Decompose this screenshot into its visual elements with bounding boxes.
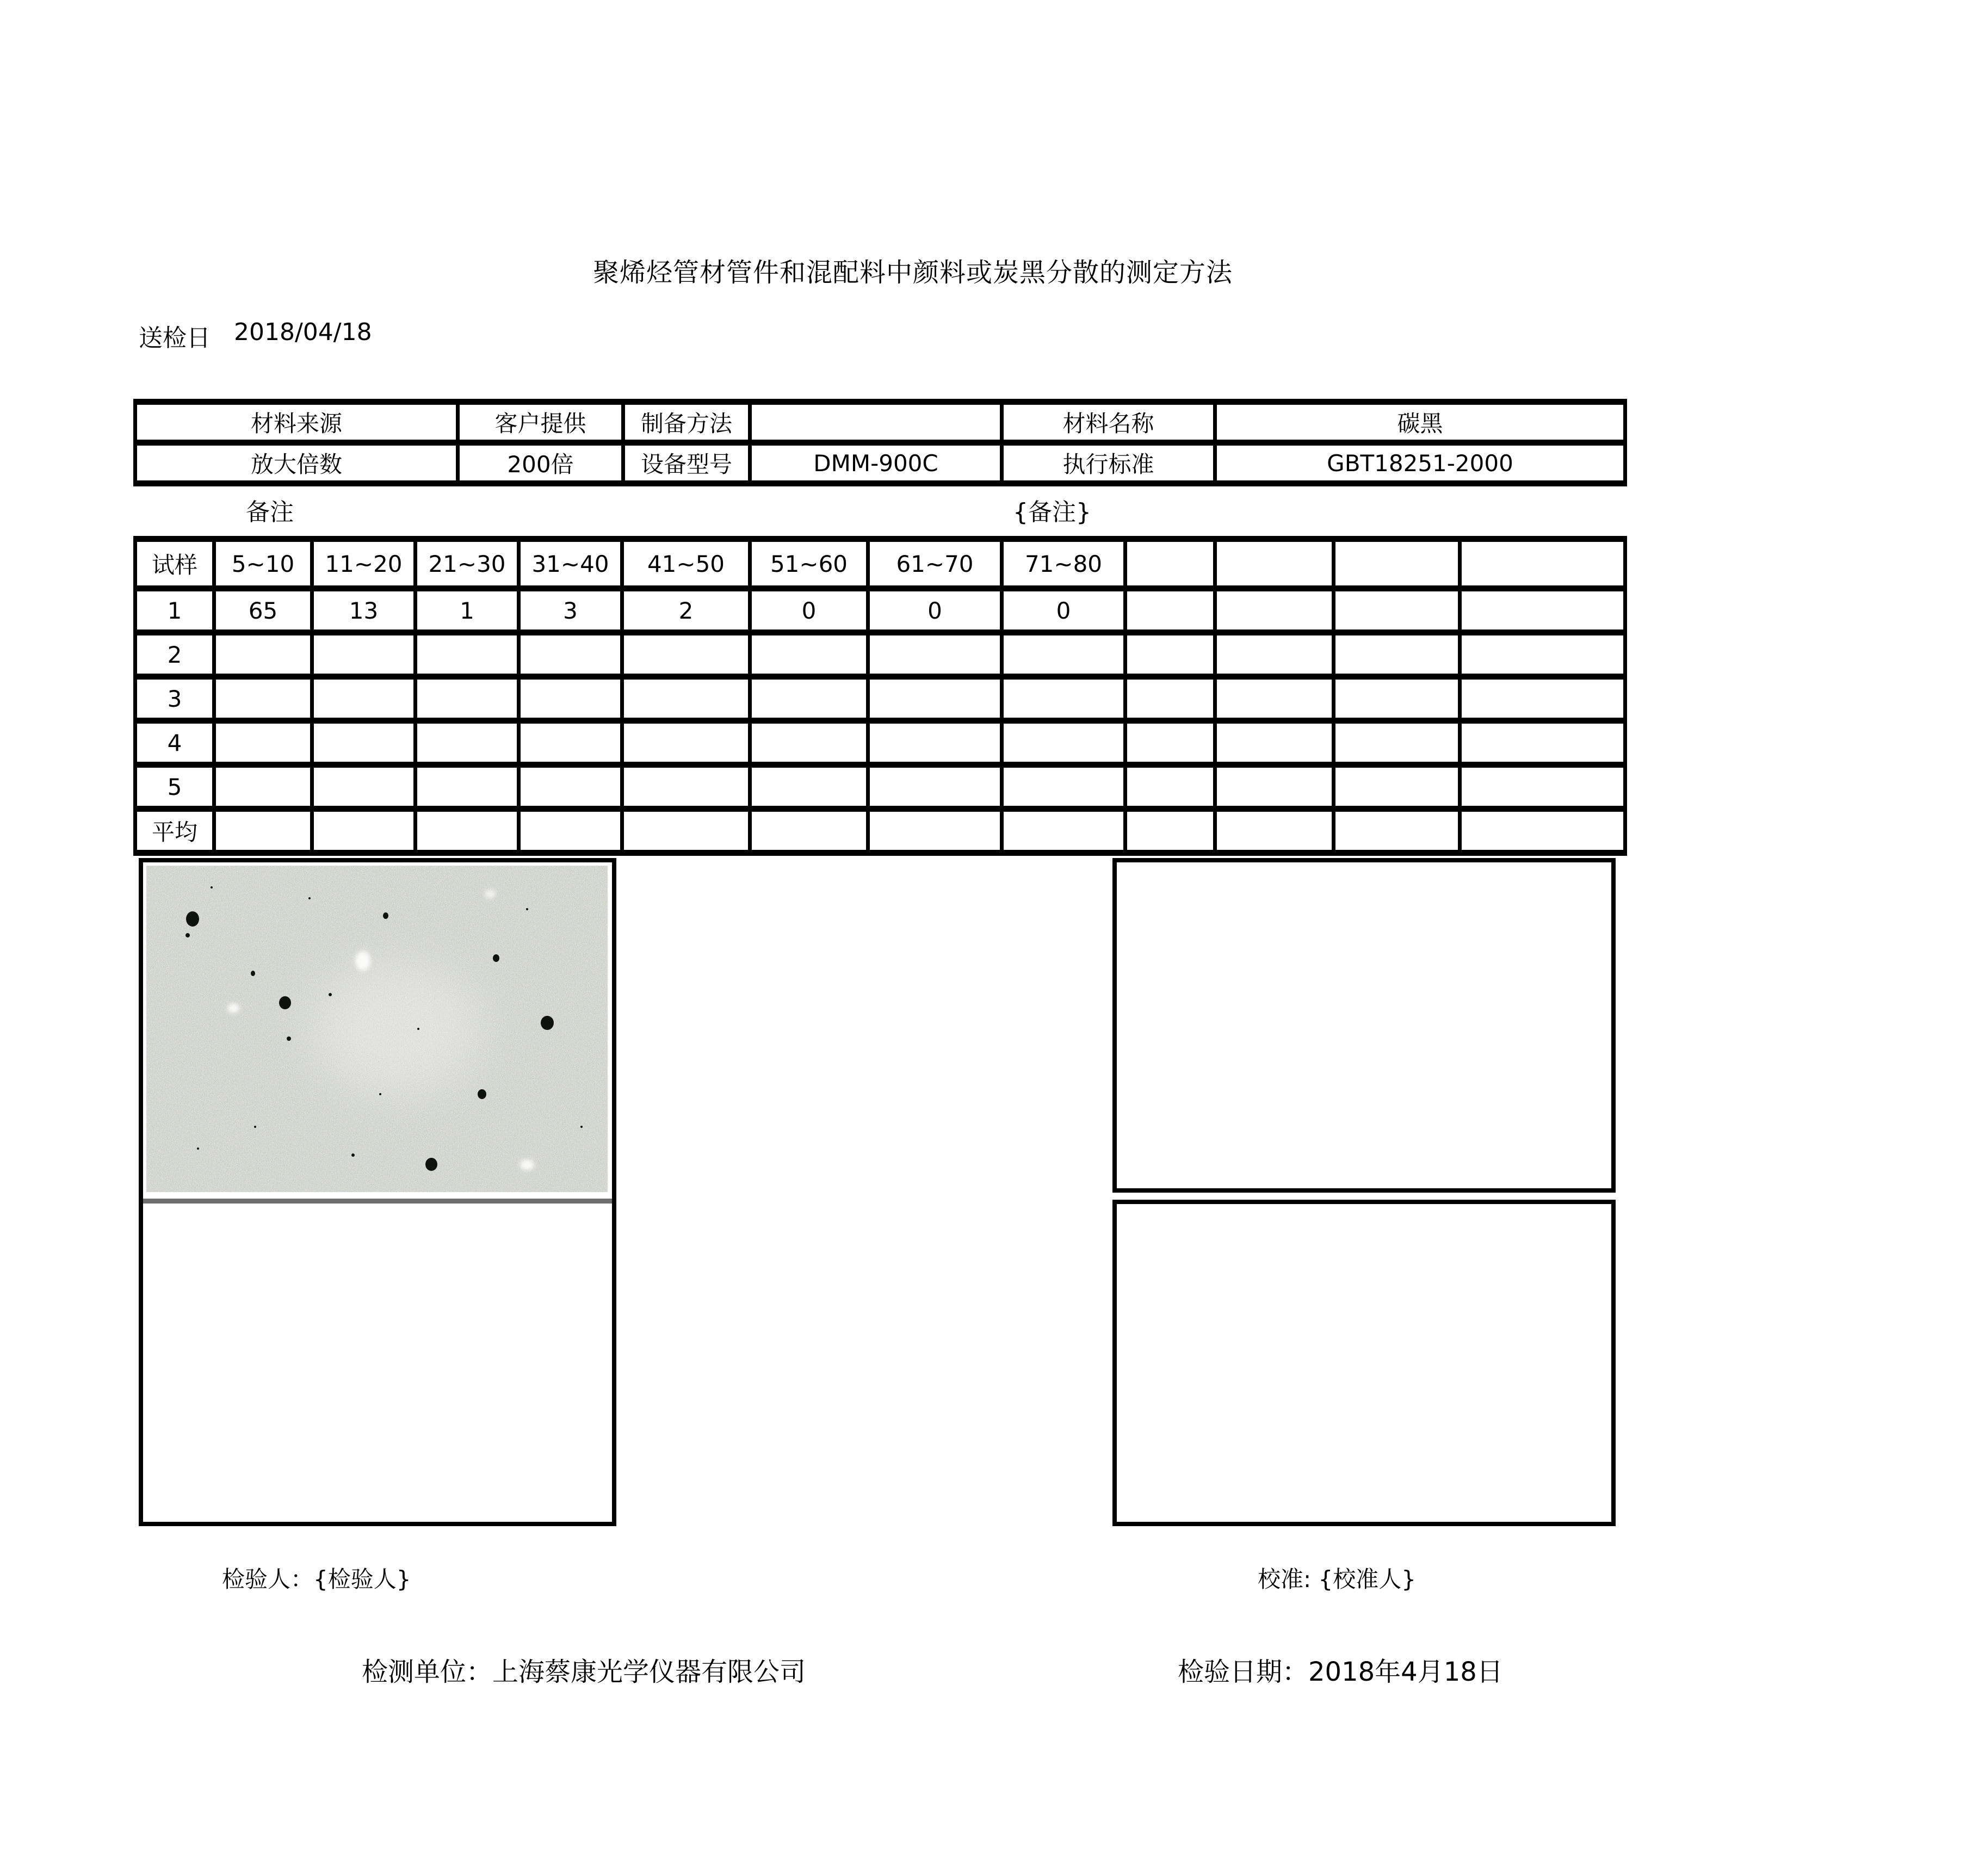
grid-cell: 65 <box>214 589 312 633</box>
grid-header-cell <box>1460 539 1625 589</box>
grid-header-cell <box>1126 539 1215 589</box>
grid-cell: 1 <box>135 589 214 633</box>
grid-cell <box>1334 633 1460 677</box>
grid-cell <box>868 809 1002 853</box>
prep-method-value <box>750 402 1002 443</box>
grid-header-cell: 41~50 <box>622 539 750 589</box>
grid-cell <box>1215 765 1334 809</box>
grid-cell <box>1460 633 1625 677</box>
grid-cell <box>622 633 750 677</box>
calibrator-line: 校准: {校准人} <box>1258 1566 1416 1593</box>
grid-cell <box>312 721 416 765</box>
submission-date-label: 送检日 <box>139 324 211 352</box>
grid-header-cell <box>1334 539 1460 589</box>
grid-cell <box>1334 589 1460 633</box>
grid-cell <box>1215 809 1334 853</box>
micrograph-frame <box>139 858 616 1526</box>
grid-cell <box>868 721 1002 765</box>
grid-header-cell: 11~20 <box>312 539 416 589</box>
grid-cell <box>519 677 622 721</box>
grid-cell <box>416 633 519 677</box>
grid-header-cell: 21~30 <box>416 539 519 589</box>
grid-cell <box>1002 809 1126 853</box>
grid-cell <box>1334 721 1460 765</box>
grid-cell <box>1215 589 1334 633</box>
material-source-label: 材料来源 <box>135 402 458 443</box>
grid-cell: 0 <box>868 589 1002 633</box>
material-name-value: 碳黑 <box>1215 402 1625 443</box>
grid-cell: 3 <box>135 677 214 721</box>
grid-cell <box>868 633 1002 677</box>
standard-value: GBT18251-2000 <box>1215 443 1625 484</box>
grid-cell <box>1460 677 1625 721</box>
grid-cell <box>1126 633 1215 677</box>
grid-cell <box>416 765 519 809</box>
grid-header-cell: 61~70 <box>868 539 1002 589</box>
grid-cell <box>1002 677 1126 721</box>
grid-cell <box>750 633 868 677</box>
grid-cell <box>1002 721 1126 765</box>
device-model-value: DMM-900C <box>750 443 1002 484</box>
prep-method-label: 制备方法 <box>623 402 750 443</box>
grid-cell <box>519 633 622 677</box>
grid-cell: 0 <box>1002 589 1126 633</box>
grid-cell <box>1126 809 1215 853</box>
grid-cell <box>1334 677 1460 721</box>
grid-cell <box>312 765 416 809</box>
grid-cell <box>1460 765 1625 809</box>
material-name-label: 材料名称 <box>1002 402 1215 443</box>
grid-row <box>135 809 1625 853</box>
grid-cell <box>416 809 519 853</box>
grid-cell: 2 <box>622 589 750 633</box>
distribution-grid <box>133 536 1627 856</box>
test-unit-line: 检测单位：上海蔡康光学仪器有限公司 <box>362 1657 806 1687</box>
grid-cell: 4 <box>135 721 214 765</box>
page-title: 聚烯烃管材管件和混配料中颜料或炭黑分散的测定方法 <box>593 257 1233 288</box>
grid-cell <box>868 677 1002 721</box>
grid-cell <box>519 809 622 853</box>
empty-box-bottom-right <box>1112 1200 1616 1526</box>
submission-date-value: 2018/04/18 <box>234 318 372 346</box>
inspector-line: 检验人：{检验人} <box>222 1566 411 1593</box>
info-row-2 <box>135 443 1625 484</box>
grid-cell <box>214 677 312 721</box>
grid-row <box>135 765 1625 809</box>
grid-cell <box>1126 589 1215 633</box>
grid-cell: 3 <box>519 589 622 633</box>
grid-cell <box>214 633 312 677</box>
grid-body <box>135 539 1625 853</box>
test-date-line: 检验日期：2018年4月18日 <box>1178 1657 1503 1687</box>
grid-header-cell: 31~40 <box>519 539 622 589</box>
grid-cell <box>312 677 416 721</box>
grid-cell <box>312 809 416 853</box>
grid-header-cell <box>1215 539 1334 589</box>
grid-cell <box>1002 765 1126 809</box>
grid-cell <box>519 721 622 765</box>
standard-label: 执行标准 <box>1002 443 1215 484</box>
grid-cell <box>622 765 750 809</box>
material-source-value: 客户提供 <box>458 402 623 443</box>
grid-cell <box>1460 589 1625 633</box>
grid-cell <box>214 809 312 853</box>
grid-cell <box>1334 765 1460 809</box>
grid-cell <box>750 677 868 721</box>
grid-row <box>135 721 1625 765</box>
info-table <box>133 399 1627 486</box>
grid-cell <box>622 721 750 765</box>
grid-cell <box>750 721 868 765</box>
grid-cell <box>214 721 312 765</box>
grid-cell: 2 <box>135 633 214 677</box>
grid-cell <box>1215 721 1334 765</box>
grid-header-cell: 71~80 <box>1002 539 1126 589</box>
grid-cell: 5 <box>135 765 214 809</box>
micrograph-separator <box>143 1199 612 1204</box>
grid-cell: 13 <box>312 589 416 633</box>
grid-cell <box>214 765 312 809</box>
device-model-label: 设备型号 <box>623 443 750 484</box>
magnification-value: 200倍 <box>458 443 623 484</box>
grid-cell <box>519 765 622 809</box>
grid-cell <box>622 677 750 721</box>
grid-cell: 0 <box>750 589 868 633</box>
grid-header-cell: 试样 <box>135 539 214 589</box>
grid-cell <box>416 677 519 721</box>
grid-cell <box>1215 633 1334 677</box>
grid-row <box>135 677 1625 721</box>
grid-cell <box>1215 677 1334 721</box>
grid-cell: 1 <box>416 589 519 633</box>
grid-cell <box>1002 633 1126 677</box>
magnification-label: 放大倍数 <box>135 443 458 484</box>
grid-header-row <box>135 539 1625 589</box>
info-row-1 <box>135 402 1625 443</box>
micrograph-image <box>146 866 608 1192</box>
grid-header-cell: 5~10 <box>214 539 312 589</box>
remark-label: 备注 <box>246 498 294 526</box>
grid-cell <box>750 809 868 853</box>
grid-row <box>135 633 1625 677</box>
grid-cell <box>1126 721 1215 765</box>
grid-cell: 平均 <box>135 809 214 853</box>
grid-cell <box>750 765 868 809</box>
grid-cell <box>1460 721 1625 765</box>
grid-cell <box>1460 809 1625 853</box>
grid-cell <box>416 721 519 765</box>
grid-cell <box>622 809 750 853</box>
remark-placeholder: {备注} <box>1013 498 1091 526</box>
grid-cell <box>868 765 1002 809</box>
grid-cell <box>1334 809 1460 853</box>
grid-cell <box>1126 765 1215 809</box>
grid-cell <box>312 633 416 677</box>
grid-header-cell: 51~60 <box>750 539 868 589</box>
grid-cell <box>1126 677 1215 721</box>
grid-row <box>135 589 1625 633</box>
empty-box-top-right <box>1112 858 1616 1193</box>
